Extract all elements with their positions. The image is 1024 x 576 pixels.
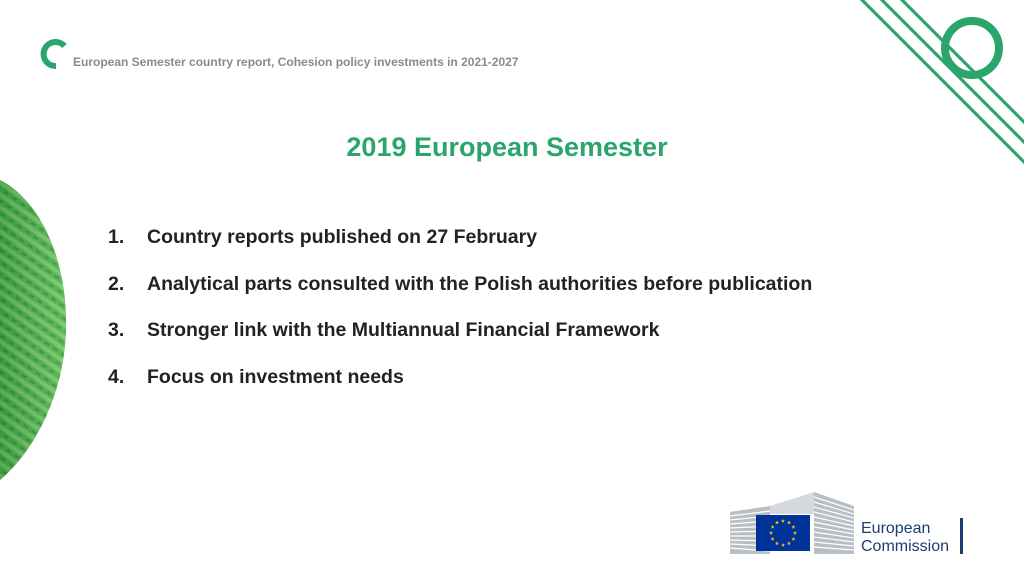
logo-divider: [960, 518, 963, 554]
logo-line-2: Commission: [861, 538, 950, 555]
page-title: 2019 European Semester: [346, 132, 668, 162]
list-item-number: 3.: [108, 319, 125, 341]
list-item: [108, 366, 812, 413]
list-item-number: 4.: [108, 365, 125, 388]
bullet-list: [108, 226, 812, 412]
european-commission-name: [861, 520, 949, 556]
list-item-text: Country reports published on 27 February: [147, 226, 538, 248]
header-text: European Semester country report, Cohesion policy investments in 2021-2027: [73, 55, 519, 69]
textured-leaf-decoration: [0, 180, 70, 480]
list-item: [108, 273, 812, 320]
list-item: [108, 226, 812, 273]
list-item-number: 1.: [108, 226, 125, 248]
list-item-number: 2.: [108, 272, 125, 295]
list-item: [108, 319, 812, 366]
list-item-text: Stronger link with the Multiannual Financial Framework: [147, 319, 660, 341]
partial-circle-icon: [38, 38, 70, 70]
eu-flag-icon: [756, 515, 810, 551]
list-item-text: Focus on investment needs: [147, 365, 404, 388]
green-ring-decoration: [938, 14, 1006, 82]
logo-line-1: European: [861, 520, 931, 537]
european-commission-logo: [730, 492, 970, 556]
list-item-text: Analytical parts consulted with the Polish authorities before publication: [147, 272, 813, 295]
